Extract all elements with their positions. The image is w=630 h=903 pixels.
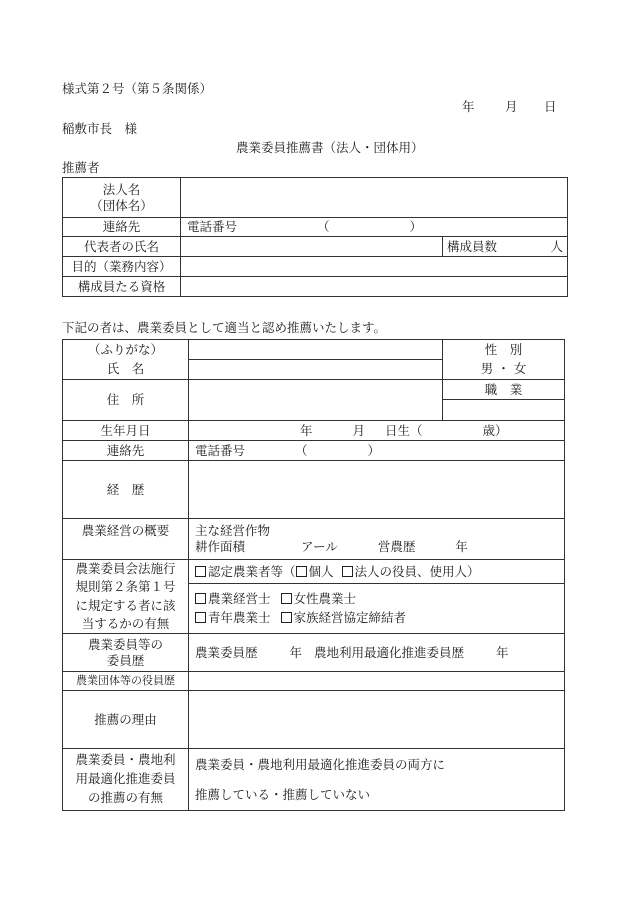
corp-qualification-label: 構成員たる資格	[63, 277, 181, 297]
org-history-field[interactable]	[189, 672, 565, 691]
corp-rep-label: 代表者の氏名	[63, 237, 181, 257]
candidate-contact-label: 連絡先	[63, 441, 189, 461]
checkbox-icon[interactable]	[195, 593, 206, 604]
candidate-name-label: 氏 名	[63, 360, 189, 380]
address-label: 住 所	[63, 380, 189, 421]
checkbox-icon[interactable]	[281, 612, 292, 623]
dual-recommendation-choice[interactable]: 推薦している・推薦していない	[195, 786, 371, 802]
career-label: 経 歴	[63, 461, 189, 519]
law-option-certified[interactable]: 認定農業者等（ 個人 法人の役員、使用人）	[189, 560, 565, 584]
committee-history-field[interactable]: 農業委員歴 年 農地利用最適化推進委員歴 年	[189, 634, 565, 672]
addressee: 稲敷市長 様	[62, 121, 138, 136]
birthdate-label: 生年月日	[63, 421, 189, 441]
org-history-label: 農業団体等の役員歴	[63, 672, 189, 691]
checkbox-icon[interactable]	[195, 566, 206, 577]
checkbox-icon[interactable]	[296, 566, 307, 577]
birthdate-field[interactable]: 年 月 日生（ 歳）	[189, 421, 565, 441]
checkbox-icon[interactable]	[195, 612, 206, 623]
date-day-label: 日	[544, 99, 557, 114]
address-field[interactable]	[189, 380, 443, 421]
corp-rep-field[interactable]	[181, 237, 443, 257]
career-field[interactable]	[189, 461, 565, 519]
furigana-label: （ふりがな）	[63, 340, 189, 360]
candidate-contact-field[interactable]: 電話番号 （ ）	[189, 441, 565, 461]
corp-contact-label: 連絡先	[63, 218, 181, 237]
farm-overview-field[interactable]: 主な経営作物 耕作面積 アール 営農歴 年	[189, 519, 565, 560]
law-option-others[interactable]: 農業経営士 女性農業士 青年農業士 家族経営協定締結者	[189, 584, 565, 634]
occupation-field[interactable]	[443, 400, 565, 421]
recommender-label: 推薦者	[62, 160, 100, 175]
corp-qualification-field[interactable]	[181, 277, 568, 297]
occupation-label: 職 業	[443, 380, 565, 400]
farm-overview-label: 農業経営の概要	[63, 519, 189, 560]
checkbox-icon[interactable]	[342, 566, 353, 577]
recommendation-statement: 下記の者は、農業委員として適当と認め推薦いたします。	[62, 320, 387, 335]
committee-history-label: 農業委員等の 委員歴	[63, 634, 189, 672]
reason-field[interactable]	[189, 691, 565, 749]
law-applicability-label: 農業委員会法施行 規則第２条第１号 に規定する者に該 当するかの有無	[63, 560, 189, 634]
document-title: 農業委員推薦書（法人・団体用）	[236, 140, 424, 155]
form-number: 様式第２号（第５条関係）	[62, 81, 213, 96]
candidate-name-field[interactable]	[189, 360, 443, 380]
corp-purpose-label: 目的（業務内容）	[63, 257, 181, 277]
date-month-label: 月	[505, 99, 518, 114]
corporation-table	[62, 177, 568, 297]
sex-label: 性 別	[443, 340, 565, 360]
corp-name-field[interactable]	[181, 178, 568, 218]
date-year-label: 年	[462, 99, 475, 114]
reason-label: 推薦の理由	[63, 691, 189, 749]
dual-recommendation-field[interactable]: 農業委員・農地利用最適化推進委員の両方に 推薦している・推薦していない	[189, 749, 565, 811]
sex-options[interactable]: 男 ・ 女	[443, 360, 565, 380]
corp-members-field[interactable]: 構成員数 人	[443, 237, 568, 257]
furigana-field[interactable]	[189, 340, 443, 360]
corp-name-label: 法人名 （団体名）	[63, 178, 181, 218]
dual-recommendation-label: 農業委員・農地利 用最適化推進委員 の推薦の有無	[63, 749, 189, 811]
corp-purpose-field[interactable]	[181, 257, 568, 277]
corp-contact-field[interactable]: 電話番号 （ ）	[181, 218, 568, 237]
checkbox-icon[interactable]	[281, 593, 292, 604]
candidate-table	[62, 339, 565, 811]
